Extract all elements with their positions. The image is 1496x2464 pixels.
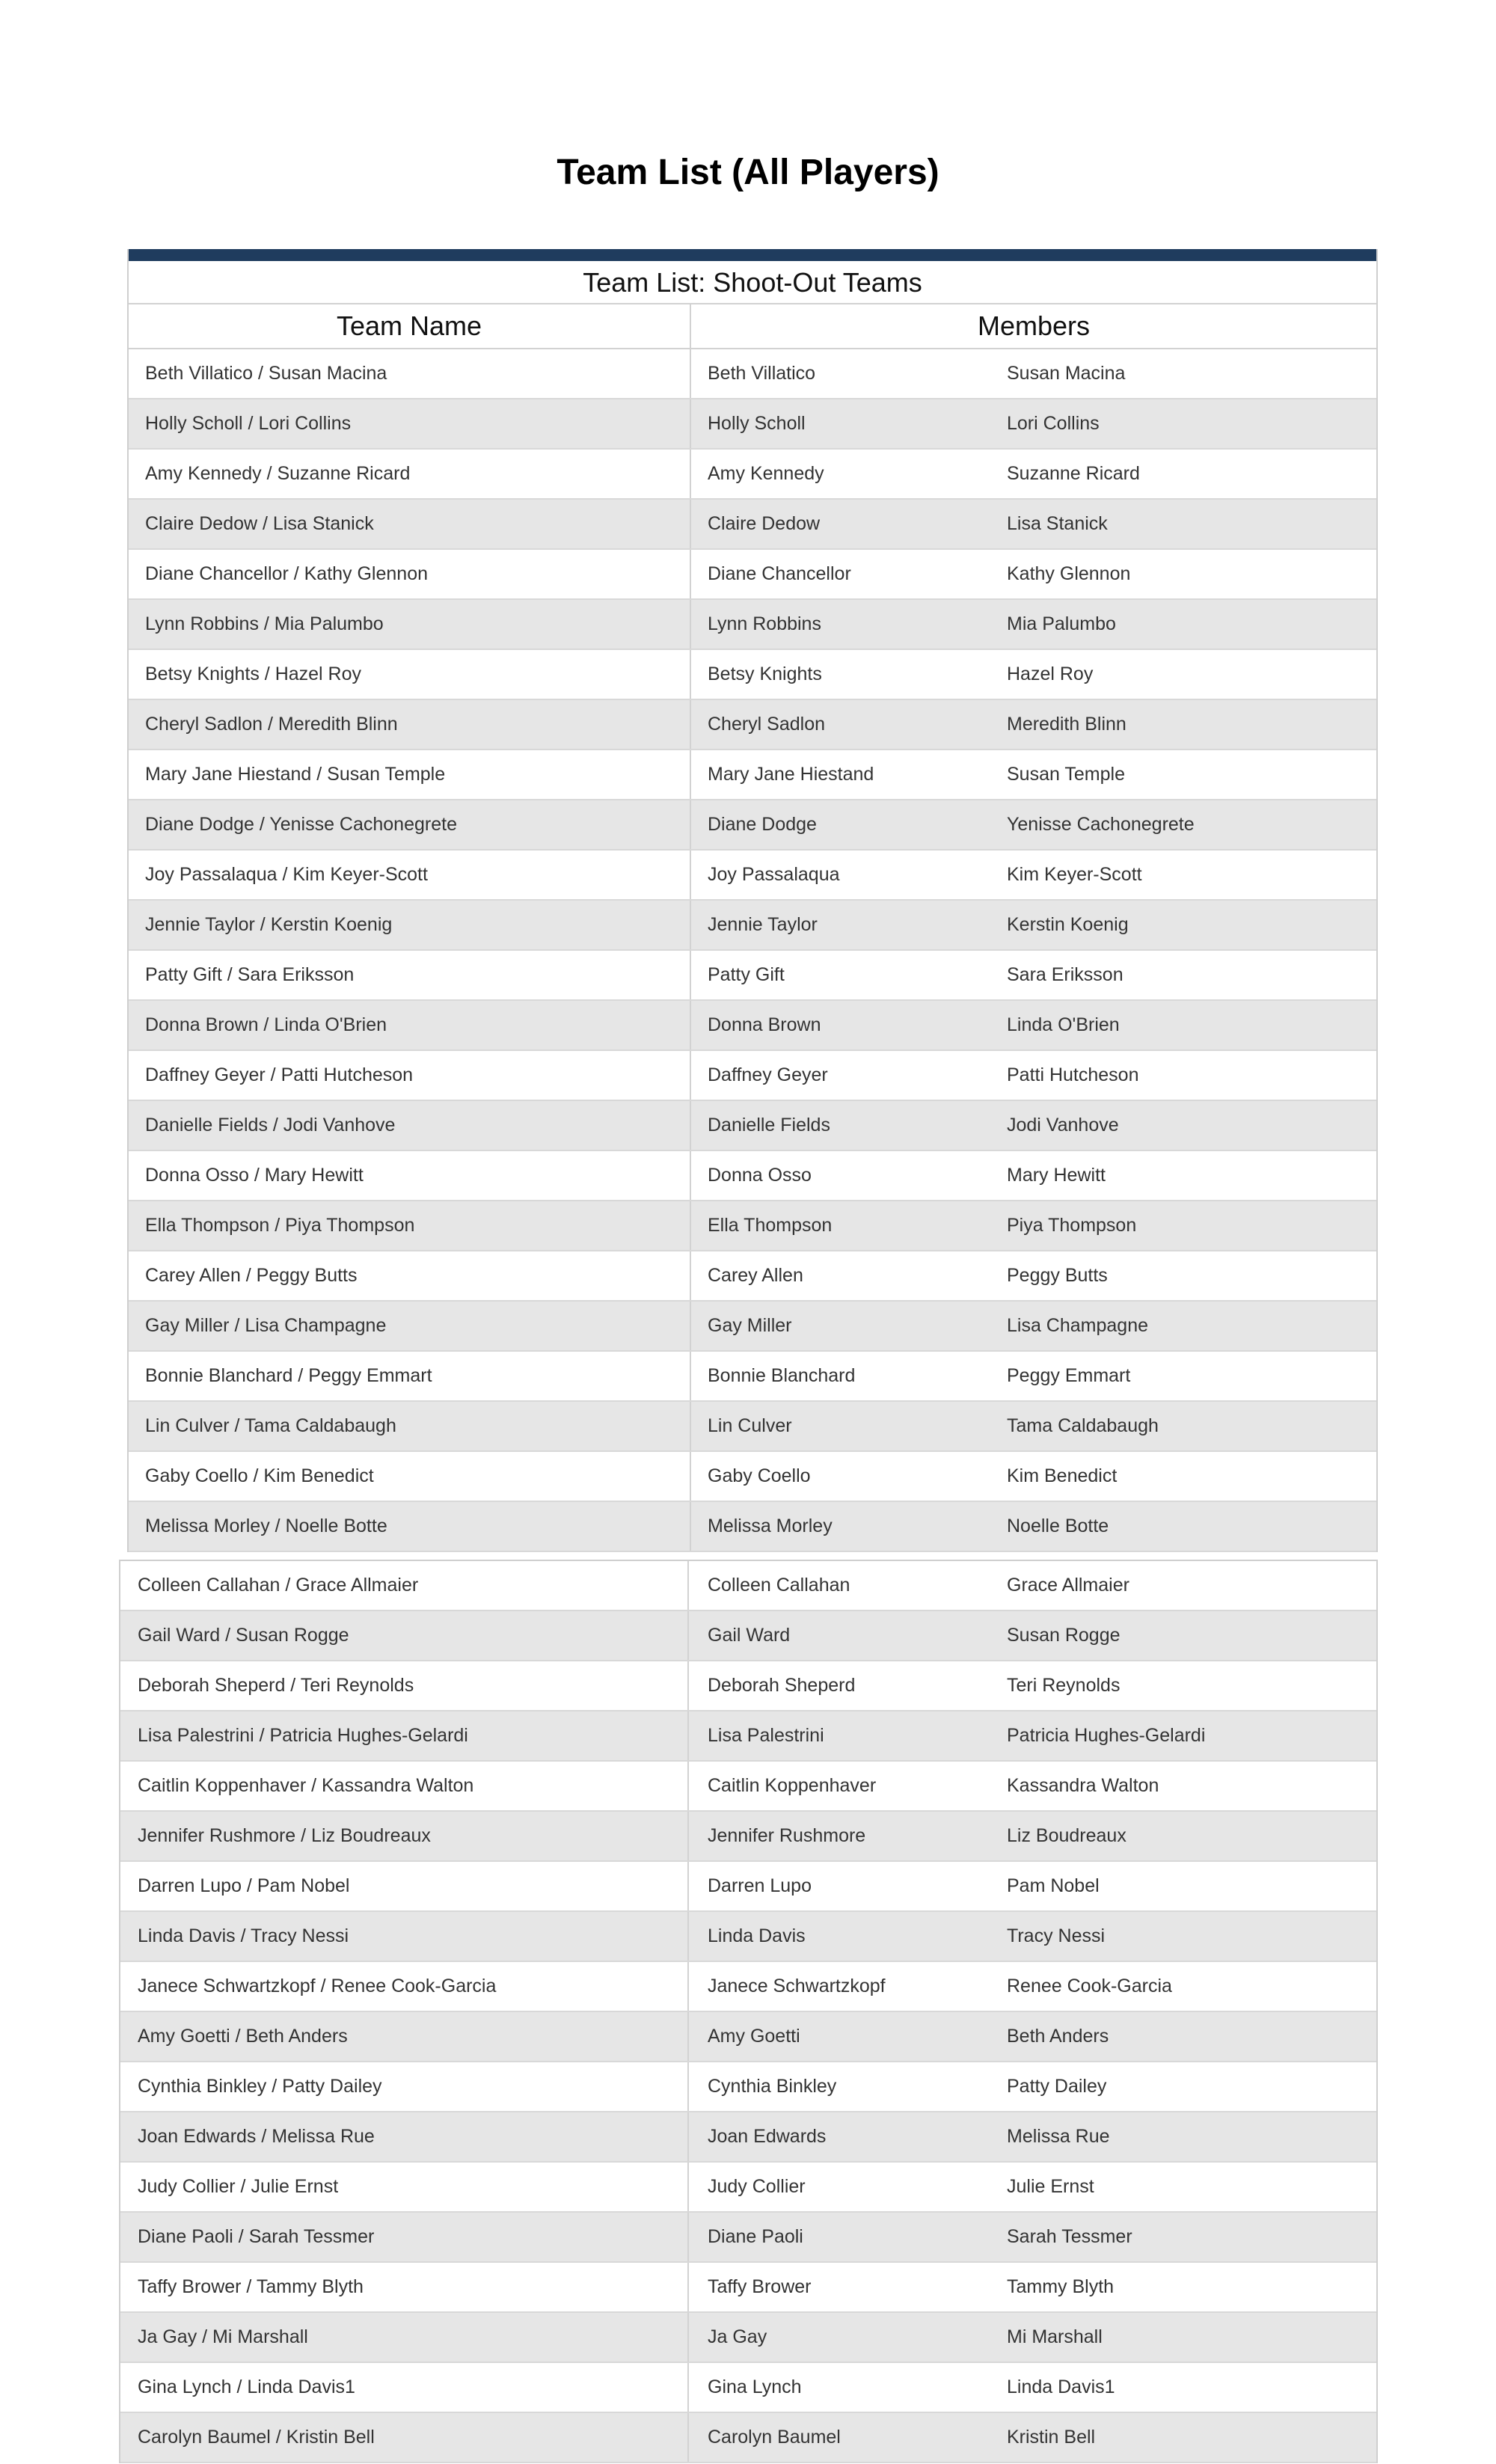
table-row <box>129 500 1376 550</box>
team-name-cell: Donna Brown / Linda O'Brien <box>129 1001 691 1049</box>
member-1-cell: Melissa Morley <box>708 1516 833 1536</box>
team-name-cell: Cynthia Binkley / Patty Dailey <box>120 2062 689 2111</box>
table-row <box>129 1151 1376 1201</box>
member-1-cell: Carey Allen <box>708 1265 803 1286</box>
team-name-cell: Danielle Fields / Jodi Vanhove <box>129 1101 691 1150</box>
team-name-cell: Diane Dodge / Yenisse Cachonegrete <box>129 800 691 849</box>
member-1-cell: Joan Edwards <box>708 2126 827 2147</box>
member-1-cell: Holly Scholl <box>708 413 806 434</box>
member-2-cell: Kerstin Koenig <box>1007 914 1129 935</box>
member-1-cell: Janece Schwartzkopf <box>708 1976 886 1996</box>
team-name-cell: Colleen Callahan / Grace Allmaier <box>120 1561 689 1610</box>
table-row <box>129 1201 1376 1251</box>
member-1-cell: Patty Gift <box>708 964 785 985</box>
member-2-cell: Beth Anders <box>1007 2026 1109 2047</box>
member-1-cell: Gay Miller <box>708 1315 792 1336</box>
member-1-cell: Donna Brown <box>708 1014 821 1035</box>
member-2-cell: Julie Ernst <box>1007 2176 1094 2197</box>
team-name-cell: Daffney Geyer / Patti Hutcheson <box>129 1051 691 1100</box>
table-row <box>120 2012 1376 2062</box>
page-title: Team List (All Players) <box>557 153 939 192</box>
table-row <box>120 2062 1376 2112</box>
member-1-cell: Amy Goetti <box>708 2026 800 2047</box>
member-2-cell: Melissa Rue <box>1007 2126 1110 2147</box>
table-row <box>129 1402 1376 1452</box>
member-2-cell: Grace Allmaier <box>1007 1575 1129 1596</box>
member-1-cell: Caitlin Koppenhaver <box>708 1775 877 1796</box>
team-name-cell: Jennifer Rushmore / Liz Boudreaux <box>120 1812 689 1860</box>
team-name-cell: Jennie Taylor / Kerstin Koenig <box>129 901 691 949</box>
table-row <box>129 750 1376 800</box>
member-1-cell: Judy Collier <box>708 2176 806 2197</box>
table-row <box>120 1912 1376 1962</box>
member-2-cell: Yenisse Cachonegrete <box>1007 814 1195 835</box>
member-1-cell: Daffney Geyer <box>708 1064 828 1085</box>
member-2-cell: Patti Hutcheson <box>1007 1064 1139 1085</box>
member-1-cell: Carolyn Baumel <box>708 2427 841 2448</box>
member-1-cell: Gaby Coello <box>708 1465 811 1486</box>
team-name-cell: Amy Kennedy / Suzanne Ricard <box>129 450 691 498</box>
member-2-cell: Patty Dailey <box>1007 2076 1107 2097</box>
table-row <box>129 1001 1376 1051</box>
table-row <box>120 1962 1376 2012</box>
member-2-cell: Sara Eriksson <box>1007 964 1123 985</box>
table-row <box>120 2363 1376 2413</box>
table-row <box>120 1561 1376 1611</box>
member-1-cell: Gail Ward <box>708 1625 791 1646</box>
table-body-page-2 <box>120 1561 1376 2463</box>
member-2-cell: Kim Keyer-Scott <box>1007 864 1142 885</box>
member-1-cell: Claire Dedow <box>708 513 821 534</box>
team-name-cell: Mary Jane Hiestand / Susan Temple <box>129 750 691 799</box>
team-name-cell: Linda Davis / Tracy Nessi <box>120 1912 689 1961</box>
table-row <box>129 951 1376 1001</box>
member-2-cell: Susan Rogge <box>1007 1625 1121 1646</box>
member-2-cell: Noelle Botte <box>1007 1516 1109 1536</box>
team-name-cell: Diane Chancellor / Kathy Glennon <box>129 550 691 598</box>
member-2-cell: Kristin Bell <box>1007 2427 1096 2448</box>
member-1-cell: Cheryl Sadlon <box>708 714 826 735</box>
table-row <box>129 700 1376 750</box>
table-row <box>120 2163 1376 2213</box>
table-row <box>120 2263 1376 2313</box>
table-row <box>120 2413 1376 2463</box>
table-row <box>129 1302 1376 1352</box>
table-row <box>129 600 1376 650</box>
member-2-cell: Linda O'Brien <box>1007 1014 1120 1035</box>
team-name-cell: Caitlin Koppenhaver / Kassandra Walton <box>120 1762 689 1810</box>
team-name-cell: Judy Collier / Julie Ernst <box>120 2163 689 2211</box>
table-row <box>129 550 1376 600</box>
team-name-cell: Donna Osso / Mary Hewitt <box>129 1151 691 1200</box>
member-1-cell: Joy Passalaqua <box>708 864 840 885</box>
team-name-cell: Joy Passalaqua / Kim Keyer-Scott <box>129 851 691 899</box>
member-1-cell: Ella Thompson <box>708 1215 833 1236</box>
member-2-cell: Tracy Nessi <box>1007 1925 1106 1946</box>
table-row <box>129 399 1376 450</box>
member-2-cell: Hazel Roy <box>1007 663 1094 684</box>
table-row <box>120 1611 1376 1661</box>
team-name-cell: Carey Allen / Peggy Butts <box>129 1251 691 1300</box>
table-row <box>120 2112 1376 2163</box>
member-1-cell: Jennie Taylor <box>708 914 818 935</box>
member-2-cell: Kim Benedict <box>1007 1465 1118 1486</box>
member-1-cell: Linda Davis <box>708 1925 806 1946</box>
team-table-page-2 <box>119 1560 1378 2463</box>
member-2-cell: Susan Macina <box>1007 363 1126 384</box>
table-row <box>129 901 1376 951</box>
table-row <box>129 1251 1376 1302</box>
member-1-cell: Jennifer Rushmore <box>708 1825 866 1846</box>
member-2-cell: Tammy Blyth <box>1007 2276 1115 2297</box>
team-name-cell: Beth Villatico / Susan Macina <box>129 349 691 398</box>
column-header-row <box>129 304 1376 349</box>
table-row <box>129 650 1376 700</box>
member-2-cell: Sarah Tessmer <box>1007 2226 1132 2247</box>
member-2-cell: Teri Reynolds <box>1007 1675 1121 1696</box>
member-1-cell: Beth Villatico <box>708 363 816 384</box>
member-2-cell: Piya Thompson <box>1007 1215 1137 1236</box>
team-name-cell: Darren Lupo / Pam Nobel <box>120 1862 689 1910</box>
member-1-cell: Gina Lynch <box>708 2376 802 2397</box>
member-1-cell: Darren Lupo <box>708 1875 812 1896</box>
team-name-cell: Claire Dedow / Lisa Stanick <box>129 500 691 548</box>
member-1-cell: Donna Osso <box>708 1165 812 1186</box>
member-1-cell: Deborah Sheperd <box>708 1675 856 1696</box>
member-2-cell: Susan Temple <box>1007 764 1125 785</box>
table-row <box>120 1661 1376 1711</box>
team-name-cell: Amy Goetti / Beth Anders <box>120 2012 689 2061</box>
team-name-cell: Patty Gift / Sara Eriksson <box>129 951 691 999</box>
member-2-cell: Linda Davis1 <box>1007 2376 1115 2397</box>
team-name-cell: Lin Culver / Tama Caldabaugh <box>129 1402 691 1450</box>
team-name-cell: Betsy Knights / Hazel Roy <box>129 650 691 699</box>
table-row <box>120 1711 1376 1762</box>
team-name-cell: Ja Gay / Mi Marshall <box>120 2313 689 2362</box>
member-1-cell: Mary Jane Hiestand <box>708 764 874 785</box>
table-row <box>120 2213 1376 2263</box>
table-row <box>129 1352 1376 1402</box>
table-row <box>129 1051 1376 1101</box>
team-name-cell: Bonnie Blanchard / Peggy Emmart <box>129 1352 691 1400</box>
member-1-cell: Diane Chancellor <box>708 563 851 584</box>
member-2-cell: Mi Marshall <box>1007 2326 1103 2347</box>
member-2-cell: Patricia Hughes-Gelardi <box>1007 1725 1206 1746</box>
member-2-cell: Pam Nobel <box>1007 1875 1100 1896</box>
member-2-cell: Tama Caldabaugh <box>1007 1415 1159 1436</box>
team-name-cell: Taffy Brower / Tammy Blyth <box>120 2263 689 2311</box>
member-2-cell: Kassandra Walton <box>1007 1775 1159 1796</box>
table-row <box>120 1812 1376 1862</box>
team-name-cell: Gina Lynch / Linda Davis1 <box>120 2363 689 2412</box>
table-row <box>129 1101 1376 1151</box>
member-1-cell: Amy Kennedy <box>708 463 824 484</box>
member-2-cell: Peggy Emmart <box>1007 1365 1131 1386</box>
team-name-cell: Gay Miller / Lisa Champagne <box>129 1302 691 1350</box>
team-name-cell: Gail Ward / Susan Rogge <box>120 1611 689 1660</box>
member-1-cell: Diane Dodge <box>708 814 817 835</box>
team-name-cell: Joan Edwards / Melissa Rue <box>120 2112 689 2161</box>
team-name-cell: Diane Paoli / Sarah Tessmer <box>120 2213 689 2261</box>
team-name-cell: Deborah Sheperd / Teri Reynolds <box>120 1661 689 1710</box>
member-2-cell: Kathy Glennon <box>1007 563 1131 584</box>
table-row <box>129 1452 1376 1502</box>
member-2-cell: Peggy Butts <box>1007 1265 1108 1286</box>
column-header-team-name: Team Name <box>129 304 691 348</box>
table-row <box>120 1762 1376 1812</box>
member-1-cell: Lin Culver <box>708 1415 792 1436</box>
team-name-cell: Gaby Coello / Kim Benedict <box>129 1452 691 1501</box>
member-1-cell: Taffy Brower <box>708 2276 812 2297</box>
member-1-cell: Lynn Robbins <box>708 613 821 634</box>
table-row <box>129 349 1376 399</box>
team-name-cell: Lynn Robbins / Mia Palumbo <box>129 600 691 649</box>
table-row <box>120 2313 1376 2363</box>
member-2-cell: Liz Boudreaux <box>1007 1825 1126 1846</box>
team-table-page-1 <box>127 249 1378 1552</box>
table-row <box>129 851 1376 901</box>
column-header-members: Members <box>977 310 1091 341</box>
member-1-cell: Cynthia Binkley <box>708 2076 837 2097</box>
team-name-cell: Melissa Morley / Noelle Botte <box>129 1502 691 1551</box>
team-name-cell: Holly Scholl / Lori Collins <box>129 399 691 448</box>
member-2-cell: Mary Hewitt <box>1007 1165 1106 1186</box>
table-row <box>129 800 1376 851</box>
team-name-cell: Carolyn Baumel / Kristin Bell <box>120 2413 689 2462</box>
table-row <box>120 1862 1376 1912</box>
member-2-cell: Lisa Champagne <box>1007 1315 1149 1336</box>
table-row <box>129 450 1376 500</box>
member-1-cell: Diane Paoli <box>708 2226 803 2247</box>
member-1-cell: Lisa Palestrini <box>708 1725 824 1746</box>
member-2-cell: Lori Collins <box>1007 413 1100 434</box>
member-1-cell: Danielle Fields <box>708 1115 830 1136</box>
table-row <box>129 1502 1376 1552</box>
member-1-cell: Ja Gay <box>708 2326 767 2347</box>
team-name-cell: Janece Schwartzkopf / Renee Cook-Garcia <box>120 1962 689 2011</box>
table-caption: Team List: Shoot-Out Teams <box>129 261 1376 304</box>
member-2-cell: Jodi Vanhove <box>1007 1115 1119 1136</box>
member-2-cell: Suzanne Ricard <box>1007 463 1140 484</box>
member-2-cell: Lisa Stanick <box>1007 513 1108 534</box>
table-header-bar <box>129 249 1376 261</box>
member-2-cell: Renee Cook-Garcia <box>1007 1976 1172 1996</box>
member-1-cell: Bonnie Blanchard <box>708 1365 856 1386</box>
team-name-cell: Cheryl Sadlon / Meredith Blinn <box>129 700 691 749</box>
member-2-cell: Mia Palumbo <box>1007 613 1116 634</box>
member-1-cell: Colleen Callahan <box>708 1575 850 1596</box>
table-body-page-1 <box>129 349 1376 1552</box>
member-1-cell: Betsy Knights <box>708 663 822 684</box>
member-2-cell: Meredith Blinn <box>1007 714 1126 735</box>
team-name-cell: Lisa Palestrini / Patricia Hughes-Gelardi <box>120 1711 689 1760</box>
team-name-cell: Ella Thompson / Piya Thompson <box>129 1201 691 1250</box>
